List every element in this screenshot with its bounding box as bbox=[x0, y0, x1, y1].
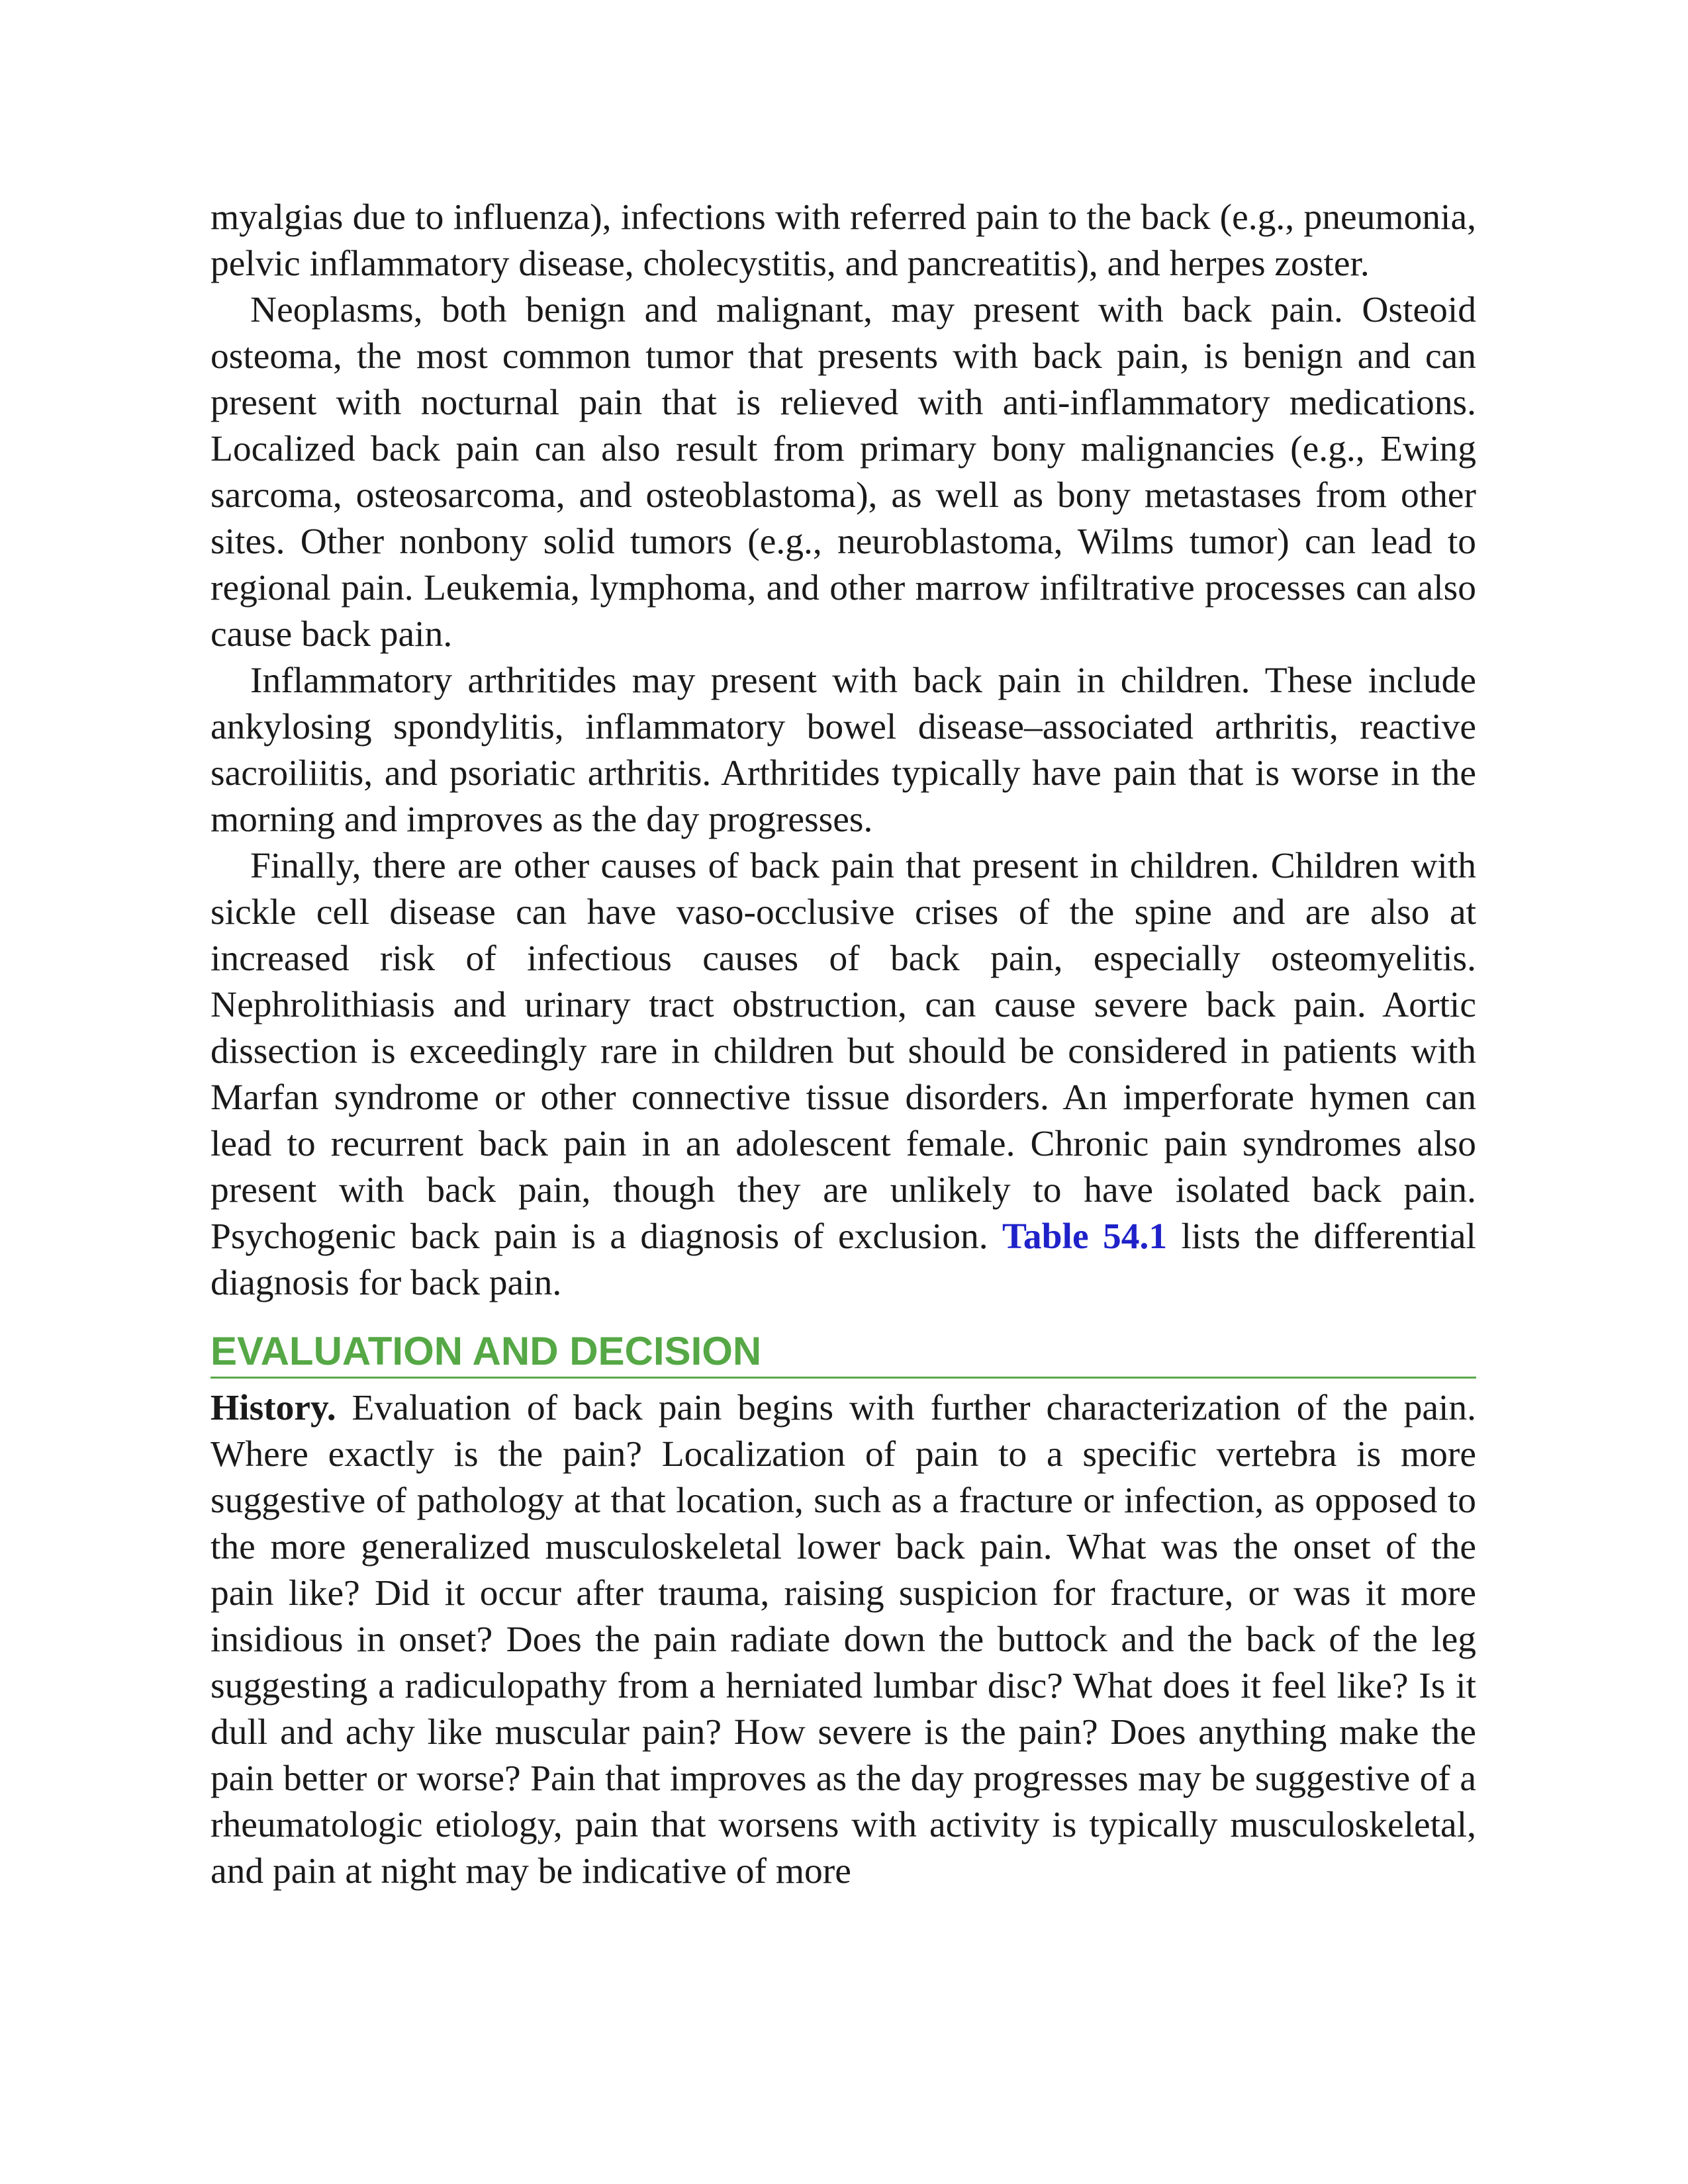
paragraph-text: Evaluation of back pain begins with further characterization of the pain. Where exactly is the pain? Localization of pain to a specific vertebra is more suggestive of pathology at that location, such as a fracture or infection, as opposed to the more generalized musculoskeletal lower back pain. What was the onset of the pain like? Did it occur after trauma, raising suspicion for fracture, or was it more insidious in onset? Does the pain radiate down the buttock and the back of the leg suggesting a radiculopathy from a herniated lumbar disc? What does it feel like? Is it dull and achy like muscular pain? How severe is the pain? Does anything make the pain better or worse? Pain that improves as the day progresses may be suggestive of a rheumatologic etiology, pain that worsens with activity is typically musculoskeletal, and pain at night may be indicative of more bbox=[211, 1388, 1477, 1891]
paragraph-text: lists the differential diagnosis for back pain. bbox=[211, 1216, 1476, 1303]
paragraph-text: Inflammatory arthritides may present with back pain in children. These include ankylosing spondylitis, inflammatory bowel disease–associated arthritis, reactive sacroiliitis, and psoriatic arthritis. Arthritides typically have pain that is worse in the morning and improves as the day progresses. bbox=[211, 660, 1476, 840]
paragraph-other-causes bbox=[211, 843, 1476, 1306]
paragraph-text: myalgias due to influenza), infections with referred pain to the back (e.g., pneumonia, pelvic inflammatory disease, cholecystitis, and pancreatitis), and herpes zoster. bbox=[211, 197, 1476, 284]
paragraph-history bbox=[211, 1385, 1476, 1895]
table-54-1-link[interactable]: Table 54.1 bbox=[1002, 1216, 1168, 1257]
history-run-in-heading: History. bbox=[211, 1388, 336, 1428]
paragraph-text: Finally, there are other causes of back pain that present in children. Children with sickle cell disease can have vaso-occlusive crises of the spine and are also at increased risk of infectious causes of back pain, especially osteomyelitis. Nephrolithiasis and urinary tract obstruction, can cause severe back pain. Aortic dissection is exceedingly rare in children but should be considered in patients with Marfan syndrome or other connective tissue disorders. An imperforate hymen can lead to recurrent back pain in an adolescent female. Chronic pain syndromes also present with back pain, though they are unlikely to have isolated back pain. Psychogenic back pain is a diagnosis of exclusion. bbox=[211, 846, 1476, 1257]
page-content bbox=[211, 195, 1476, 1895]
paragraph-infections-continued bbox=[211, 195, 1476, 287]
paragraph-text: Neoplasms, both benign and malignant, may present with back pain. Osteoid osteoma, the most common tumor that presents with back pain, is benign and can present with nocturnal pain that is relieved with anti-inflammatory medications. Localized back pain can also result from primary bony malignancies (e.g., Ewing sarcoma, osteosarcoma, and osteoblastoma), as well as bony metastases from other sites. Other nonbony solid tumors (e.g., neuroblastoma, Wilms tumor) can lead to regional pain. Leukemia, lymphoma, and other marrow infiltrative processes can also cause back pain. bbox=[211, 290, 1476, 655]
paragraph-neoplasms bbox=[211, 287, 1476, 658]
section-heading-evaluation: EVALUATION AND DECISION bbox=[211, 1328, 1476, 1379]
paragraph-inflammatory-arthritides bbox=[211, 658, 1476, 843]
